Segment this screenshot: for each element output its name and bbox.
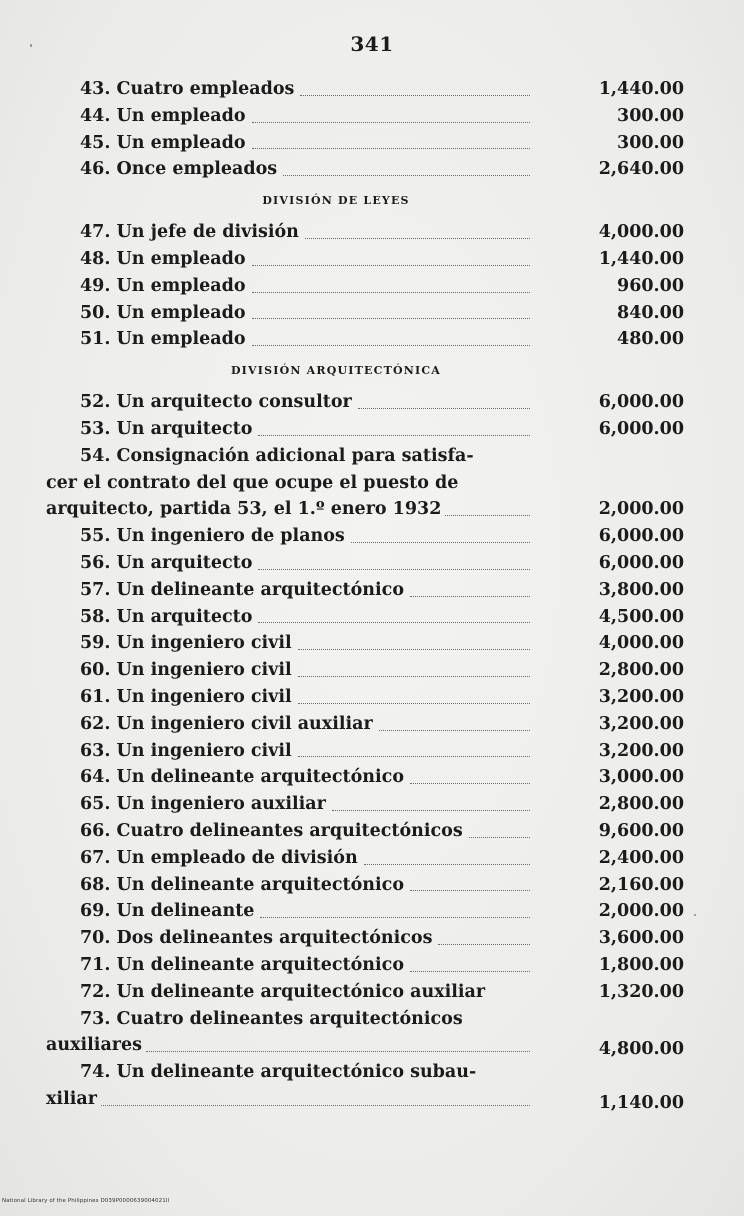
item-amount: 3,200.00: [598, 713, 684, 734]
budget-item-row: [46, 657, 696, 684]
dot-leader: [146, 1050, 530, 1052]
item-amount: 6,000.00: [598, 392, 684, 413]
item-label: 70. Dos delineantes arquitectónicos: [80, 928, 433, 949]
dot-leader: [252, 344, 530, 346]
item-label: 66. Cuatro delineantes arquitectónicos: [80, 820, 463, 841]
dot-leader: [410, 970, 530, 972]
budget-item-row: [46, 925, 696, 952]
item-amount: 2,800.00: [598, 794, 684, 815]
item-amount: 4,800.00: [598, 1039, 684, 1060]
item-label: 65. Un ingeniero auxiliar: [80, 794, 326, 815]
item-description: [80, 103, 530, 130]
section-heading: DIVISIÓN DE LEYES: [262, 194, 410, 208]
dot-leader: [410, 595, 530, 597]
budget-item-multiline: [46, 1006, 696, 1060]
item-amount: 2,000.00: [598, 901, 684, 922]
budget-item-row: [46, 979, 696, 1006]
budget-item-row: [46, 76, 696, 103]
dot-leader: [332, 809, 530, 811]
item-amount: 3,800.00: [598, 579, 684, 600]
dot-leader: [300, 94, 530, 96]
item-amount: 1,800.00: [598, 954, 684, 975]
item-label: 46. Once empleados: [80, 159, 278, 180]
dot-leader: [258, 621, 530, 623]
item-label-line: [46, 470, 696, 497]
item-label: cer el contrato del que ocupe el puesto de: [46, 472, 459, 493]
dot-leader: [283, 174, 530, 176]
item-amount: 960.00: [617, 275, 684, 296]
item-description: [80, 872, 530, 899]
item-description: [80, 577, 530, 604]
budget-item-row: [46, 300, 696, 327]
item-description: [80, 738, 530, 765]
budget-item-row: [46, 684, 696, 711]
budget-item-row: [46, 604, 696, 631]
item-label: arquitecto, partida 53, el 1.º enero 1932: [46, 499, 442, 520]
item-description: [80, 818, 530, 845]
dot-leader: [252, 317, 530, 319]
item-description: [80, 791, 530, 818]
budget-item-row: [46, 550, 696, 577]
item-label-line: [46, 443, 696, 470]
dot-leader: [252, 264, 530, 266]
item-label: xiliar: [46, 1088, 97, 1109]
item-label: 56. Un arquitecto: [80, 552, 253, 573]
item-amount: 3,200.00: [598, 740, 684, 761]
budget-item-row: [46, 845, 696, 872]
item-label: 53. Un arquitecto: [80, 418, 253, 439]
item-description: [80, 76, 530, 103]
budget-item-list: [46, 76, 696, 1113]
budget-item-row: [46, 791, 696, 818]
item-label: 45. Un empleado: [80, 132, 246, 153]
item-label: 61. Un ingeniero civil: [80, 686, 292, 707]
item-amount: 480.00: [617, 329, 684, 350]
item-label: 51. Un empleado: [80, 329, 246, 350]
item-amount: 6,000.00: [598, 418, 684, 439]
item-label: 44. Un empleado: [80, 105, 246, 126]
budget-item-row: [46, 764, 696, 791]
budget-item-row: [46, 738, 696, 765]
item-label: 54. Consignación adicional para satisfa-: [80, 445, 474, 466]
item-amount: 2,400.00: [598, 847, 684, 868]
item-label: 43. Cuatro empleados: [80, 79, 295, 99]
item-description: [80, 711, 530, 738]
section-heading: DIVISIÓN ARQUITECTÓNICA: [230, 364, 442, 378]
item-amount: 1,140.00: [598, 1092, 684, 1113]
page-number: 341: [350, 32, 394, 56]
budget-item-row: [46, 711, 696, 738]
dot-leader: [469, 836, 530, 838]
item-label: 59. Un ingeniero civil: [80, 633, 292, 654]
item-label: 73. Cuatro delineantes arquitectónicos: [80, 1008, 463, 1029]
budget-item-row: [46, 103, 696, 130]
item-label: 48. Un empleado: [80, 248, 246, 269]
item-amount: 9,600.00: [598, 820, 684, 841]
item-amount: 2,160.00: [598, 874, 684, 895]
item-label-line: [46, 1059, 696, 1086]
item-description: [80, 657, 530, 684]
item-label: 62. Un ingeniero civil auxiliar: [80, 713, 373, 734]
item-label: 50. Un empleado: [80, 302, 246, 323]
dot-leader: [258, 434, 530, 436]
dot-leader: [358, 407, 530, 409]
budget-item-row: [46, 630, 696, 657]
item-label: 67. Un empleado de división: [80, 847, 358, 868]
item-amount: 1,440.00: [598, 79, 684, 99]
dot-leader: [445, 514, 530, 516]
dot-leader: [252, 121, 530, 123]
item-label: 49. Un empleado: [80, 275, 246, 296]
item-description: [80, 246, 530, 273]
item-description: [80, 523, 530, 550]
item-description: [80, 300, 530, 327]
item-amount: 4,000.00: [598, 633, 684, 654]
dot-leader: [252, 291, 530, 293]
item-description: [80, 764, 530, 791]
item-amount: 2,800.00: [598, 660, 684, 681]
item-label: 71. Un delineante arquitectónico: [80, 954, 405, 975]
paper-speck: [694, 914, 696, 916]
budget-item-row: [46, 219, 696, 246]
item-amount: 2,640.00: [598, 159, 684, 180]
budget-item-row: [46, 952, 696, 979]
dot-leader: [379, 729, 530, 731]
dot-leader: [252, 147, 530, 149]
item-label-line: [46, 1006, 696, 1033]
item-amount: 6,000.00: [598, 552, 684, 573]
item-label: 63. Un ingeniero civil: [80, 740, 292, 761]
item-amount: 840.00: [617, 302, 684, 323]
budget-item-row: [46, 872, 696, 899]
item-amount: 2,000.00: [598, 499, 684, 520]
budget-item-row: [46, 130, 696, 157]
budget-item-row: [46, 577, 696, 604]
item-description: [80, 156, 530, 183]
item-description: [80, 845, 530, 872]
dot-leader: [351, 541, 530, 543]
item-amount: 3,000.00: [598, 767, 684, 788]
dot-leader: [101, 1104, 530, 1106]
item-description: [80, 898, 530, 925]
item-label: 72. Un delineante arquitectónico auxiliar: [80, 981, 486, 1002]
item-description: [80, 979, 530, 1006]
item-description: [80, 219, 530, 246]
item-description: [80, 604, 530, 631]
item-amount: 3,600.00: [598, 928, 684, 949]
item-label: 47. Un jefe de división: [80, 222, 299, 243]
budget-item-row: [46, 156, 696, 183]
item-label: 74. Un delineante arquitectónico subau-: [80, 1062, 477, 1083]
dot-leader: [298, 675, 530, 677]
item-label: 55. Un ingeniero de planos: [80, 526, 345, 547]
dot-leader: [258, 568, 530, 570]
item-description: [80, 630, 530, 657]
item-amount: 6,000.00: [598, 526, 684, 547]
dot-leader: [305, 237, 530, 239]
dot-leader: [298, 755, 530, 757]
item-label: 52. Un arquitecto consultor: [80, 392, 352, 413]
item-amount: 4,000.00: [598, 222, 684, 243]
dot-leader: [298, 702, 530, 704]
budget-item-row: [46, 389, 696, 416]
item-label: 57. Un delineante arquitectónico: [80, 579, 405, 600]
dot-leader: [260, 916, 530, 918]
budget-item-row: [46, 416, 696, 443]
budget-item-row: [46, 246, 696, 273]
item-description: [80, 416, 530, 443]
item-description: [80, 952, 530, 979]
item-description: [80, 389, 530, 416]
item-description: [80, 326, 530, 353]
item-amount: 300.00: [617, 105, 684, 126]
item-label: 69. Un delineante: [80, 901, 255, 922]
item-description: [80, 273, 530, 300]
budget-item-row: [46, 273, 696, 300]
item-amount: 1,440.00: [598, 248, 684, 269]
budget-item-multiline: [46, 1059, 696, 1113]
item-amount: 3,200.00: [598, 686, 684, 707]
budget-item-multiline: [46, 443, 696, 523]
item-description: [80, 130, 530, 157]
dot-leader: [438, 943, 530, 945]
paper-speck: [30, 44, 32, 47]
dot-leader: [364, 863, 530, 865]
item-amount: 300.00: [617, 132, 684, 153]
dot-leader: [298, 648, 530, 650]
item-label: auxiliares: [46, 1035, 142, 1056]
item-label: 68. Un delineante arquitectónico: [80, 874, 405, 895]
item-label: 60. Un ingeniero civil: [80, 660, 292, 681]
budget-item-row: [46, 898, 696, 925]
dot-leader: [410, 782, 530, 784]
item-amount: 1,320.00: [598, 981, 684, 1002]
dot-leader: [410, 889, 530, 891]
budget-item-row: [46, 523, 696, 550]
item-label: 58. Un arquitecto: [80, 606, 253, 627]
item-amount: 4,500.00: [598, 606, 684, 627]
budget-item-row: [46, 326, 696, 353]
item-label: 64. Un delineante arquitectónico: [80, 767, 405, 788]
item-description: [80, 684, 530, 711]
library-footer: National Library of the Philippines D039P0000639004021Il: [2, 1198, 170, 1204]
item-description: [80, 550, 530, 577]
item-description: [80, 925, 530, 952]
budget-item-row: [46, 818, 696, 845]
